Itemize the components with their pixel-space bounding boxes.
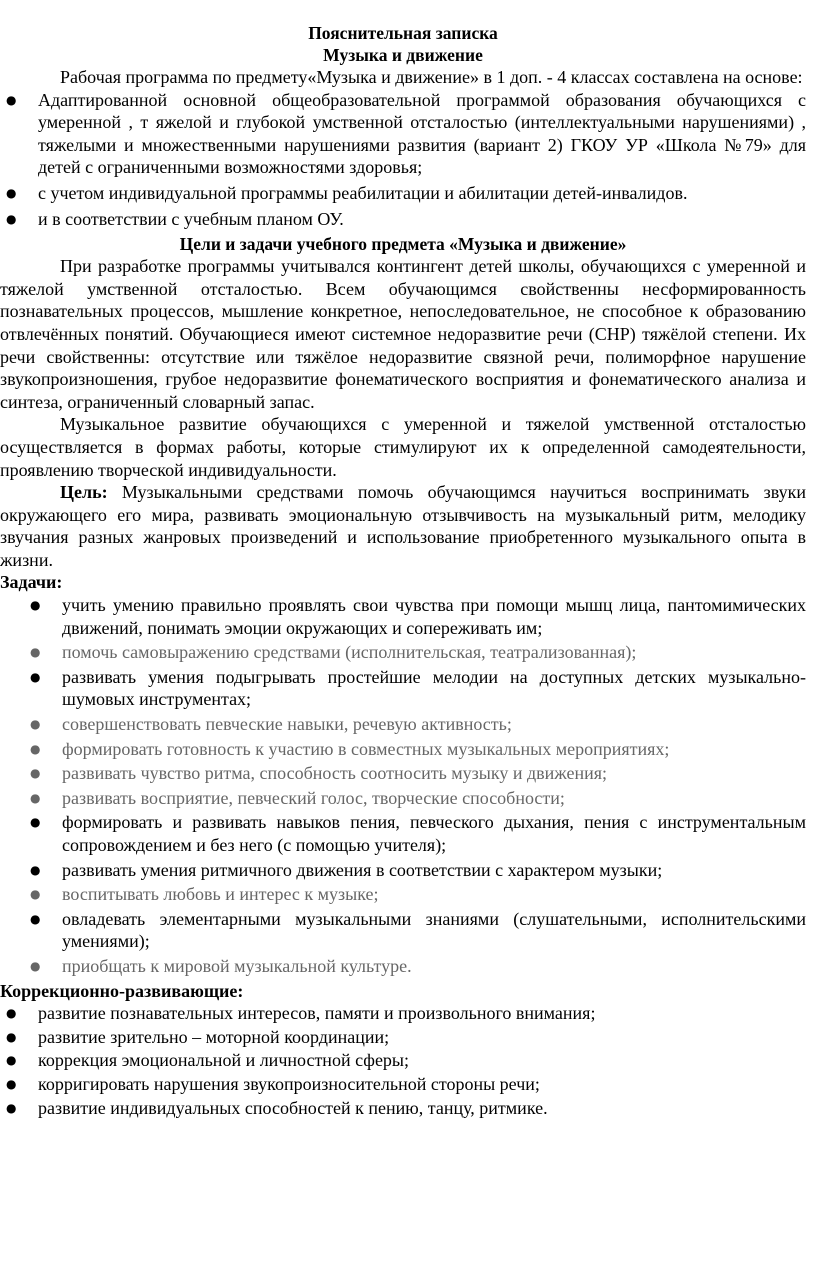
bullet-icon: ● bbox=[30, 717, 41, 732]
bullet-icon: ● bbox=[30, 887, 41, 902]
bullet-icon: ● bbox=[30, 862, 41, 877]
goals-heading: Цели и задачи учебного предмета «Музыка и движение» bbox=[179, 234, 627, 255]
list-item: ● помочь самовыражению средствами (исполнительская, театрализованная); bbox=[30, 642, 637, 663]
bullet-icon: ● bbox=[6, 1029, 17, 1044]
list-item: ● развитие зрительно – моторной координации; bbox=[6, 1026, 390, 1047]
tasks-heading: Задачи: bbox=[0, 572, 63, 593]
bullet-icon: ● bbox=[30, 790, 41, 805]
bullet-icon: ● bbox=[30, 669, 41, 684]
correction-list bbox=[0, 1002, 806, 1119]
bullet-icon: ● bbox=[30, 741, 41, 756]
body-paragraph: Музыкальное развитие обучающихся с умеренной и тяжелой умственной отсталостью осуществляется в формах работы, которые стимулируют их к определенной самодеятельности, проявлению творческой индивидуальности. bbox=[0, 414, 806, 480]
bullet-icon: ● bbox=[6, 1076, 17, 1091]
bullet-icon: ● bbox=[6, 1053, 17, 1068]
tasks-list bbox=[0, 594, 806, 978]
bullet-icon: ● bbox=[6, 92, 17, 107]
correction-heading: Коррекционно-развивающие: bbox=[0, 980, 244, 1001]
list-item: ● развивать восприятие, певческий голос, творческие способности; bbox=[30, 787, 565, 808]
list-item: ● формировать готовность к участию в совместных музыкальных мероприятиях; bbox=[30, 738, 670, 759]
list-item: ● коррекция эмоциональной и личностной сферы; bbox=[6, 1050, 410, 1071]
bullet-icon: ● bbox=[6, 1100, 17, 1115]
bullet-icon: ● bbox=[30, 766, 41, 781]
list-item: ● развивать чувство ритма, способность соотносить музыку и движения; bbox=[30, 763, 608, 784]
list-item: ● формировать и развивать навыков пения, певческого дыхания, пения с инструментальным сопровождением и без него (с помощью учителя); bbox=[30, 812, 806, 855]
goal-label: Цель: bbox=[60, 482, 108, 503]
list-item: ● учить умению правильно проявлять свои чувства при помощи мышц лица, пантомимических движений, понимать эмоции окружающих и сопереживать им; bbox=[30, 595, 806, 638]
bullet-icon: ● bbox=[30, 958, 41, 973]
document-subtitle: Музыка и движение bbox=[323, 45, 483, 65]
bullet-icon: ● bbox=[30, 598, 41, 613]
bullet-icon: ● bbox=[30, 645, 41, 660]
list-item: ● приобщать к мировой музыкальной культуре. bbox=[30, 955, 412, 976]
bullet-icon: ● bbox=[6, 185, 17, 200]
bullet-icon: ● bbox=[6, 1006, 17, 1021]
list-item: ● развитие познавательных интересов, памяти и произвольного внимания; bbox=[6, 1003, 596, 1024]
list-item: ● развивать умения ритмичного движения в соответствии с характером музыки; bbox=[30, 859, 663, 880]
list-item: ● овладевать элементарными музыкальными знаниями (слушательными, исполнительскими умениями); bbox=[30, 908, 806, 952]
list-item: ● и в соответствии с учебным планом ОУ. bbox=[6, 208, 344, 229]
list-item: ● развитие индивидуальных способностей к пению, танцу, ритмике. bbox=[6, 1097, 548, 1118]
bullet-icon: ● bbox=[6, 211, 17, 226]
list-item: ● развивать умения подыгрывать простейшие мелодии на доступных детских музыкально-шумовых инструментах; bbox=[30, 666, 806, 710]
goal-text: Музыкальными средствами помочь обучающимся научиться воспринимать звуки окружающего его мира, развивать эмоциональную отзывчивость на музыкальный ритм, мелодику звучания разных жанровых произведений и использование приобретенного музыкального опыта в жизни. bbox=[0, 482, 806, 570]
list-item: ● воспитывать любовь и интерес к музыке; bbox=[30, 884, 379, 905]
document-title: Пояснительная записка bbox=[308, 23, 498, 43]
bullet-icon: ● bbox=[30, 815, 41, 830]
body-paragraph: При разработке программы учитывался контингент детей школы, обучающихся с умеренной и тяжелой умственной отсталостью. Всем обучающимся свойственны несформированность познавательных процессов, мышление конкретное, непоследовательное, не способное к образованию отвлечённых понятий. Обучающиеся имеют системное недоразвитие речи (СНР) тяжёлой степени. Их речи свойственны: отсутствие или тяжёлое недоразвитие связной речи, полиморфное нарушение звукопроизношения, грубое недоразвитие фонематического восприятия и фонематического анализа и синтеза, ограниченный словарный запас. bbox=[0, 256, 806, 412]
list-item: ● совершенствовать певческие навыки, речевую активность; bbox=[30, 714, 512, 735]
list-item: ● с учетом индивидуальной программы реабилитации и абилитации детей-инвалидов. bbox=[6, 182, 688, 203]
bullet-icon: ● bbox=[30, 911, 41, 926]
goal-paragraph bbox=[0, 481, 806, 571]
intro-paragraph: Рабочая программа по предмету«Музыка и движение» в 1 доп. - 4 классах составлена на основе: bbox=[60, 67, 803, 87]
basis-list bbox=[0, 89, 806, 231]
list-item: ● Адаптированной основной общеобразовательной программой образования обучающихся с умеренной , т яжелой и глубокой умственной отсталостью (интеллектуальными нарушениями) , тяжелыми и множественными нарушениями развития (вариант 2) ГКОУ УР «Школа №79» для детей с ограниченными возможностями здоровья; bbox=[6, 89, 806, 178]
list-item: ● корригировать нарушения звукопроизносительной стороны речи; bbox=[6, 1073, 540, 1094]
